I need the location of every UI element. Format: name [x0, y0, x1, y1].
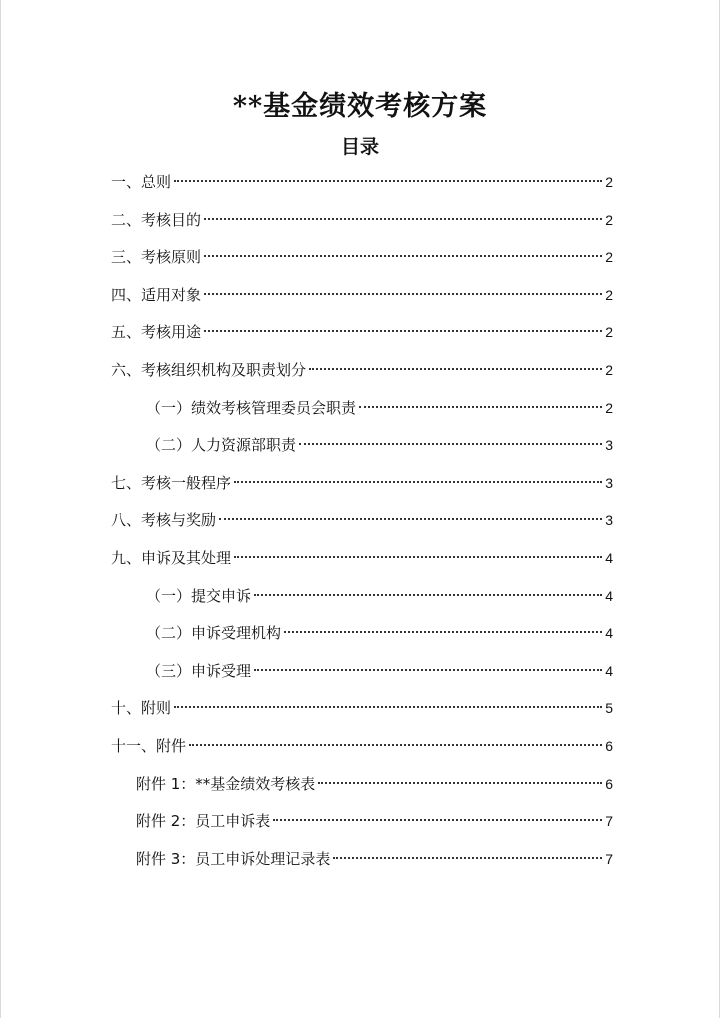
toc-leader-dots	[359, 406, 602, 408]
toc-entry[interactable]	[111, 696, 613, 720]
toc-entry[interactable]	[136, 847, 613, 871]
toc-entry-page-number: 4	[605, 625, 613, 642]
toc-entry-label: （一）绩效考核管理委员会职责	[146, 398, 357, 417]
toc-entry-label: 附件 3：员工申诉处理记录表	[136, 849, 331, 868]
toc-entry-label: （三）申诉受理	[146, 661, 252, 680]
toc-leader-dots	[234, 556, 602, 558]
toc-leader-dots	[204, 330, 602, 332]
toc-leader-dots	[174, 706, 602, 708]
toc-entry-page-number: 2	[605, 249, 613, 266]
toc-entry-page-number: 7	[605, 813, 613, 830]
toc-entry-label: 十、附则	[111, 699, 172, 718]
toc-entry-page-number: 3	[605, 512, 613, 529]
toc-entry-label: 六、考核组织机构及职责划分	[111, 361, 307, 379]
toc-entry[interactable]	[111, 734, 613, 758]
toc-entry-page-number: 6	[605, 738, 613, 754]
document-title: **基金绩效考核方案	[232, 91, 488, 122]
toc-leader-dots	[204, 293, 602, 295]
toc-leader-dots	[309, 368, 602, 370]
toc-leader-dots	[204, 255, 602, 257]
toc-leader-dots	[299, 443, 602, 445]
toc-leader-dots	[254, 594, 602, 596]
toc-entry[interactable]	[146, 621, 613, 645]
toc-entry[interactable]	[136, 772, 613, 796]
toc-entry-label: （二）申诉受理机构	[146, 624, 282, 643]
toc-entry[interactable]	[111, 546, 613, 570]
toc-leader-dots	[234, 481, 602, 483]
toc-leader-dots	[284, 631, 602, 633]
toc-entry-page-number: 5	[605, 700, 613, 717]
toc-entry[interactable]	[111, 471, 613, 495]
toc-entry-label: 二、考核目的	[111, 210, 202, 229]
toc-entry[interactable]	[136, 809, 613, 833]
toc-entry-page-number: 2	[605, 174, 613, 190]
toc-entry-label: 四、适用对象	[111, 285, 202, 304]
toc-entry-label: 三、考核原则	[111, 248, 202, 267]
toc-leader-dots	[318, 782, 602, 784]
toc-entry-label: 九、申诉及其处理	[111, 549, 232, 567]
toc-entry[interactable]	[111, 320, 613, 344]
toc-entry-page-number: 7	[605, 850, 613, 867]
toc-entry[interactable]	[146, 659, 613, 683]
toc-heading: 目录	[340, 136, 379, 158]
toc-entry[interactable]	[146, 584, 613, 608]
toc-entry-label: 八、考核与奖励	[111, 511, 217, 530]
toc-entry-label: 附件 2：员工申诉表	[136, 812, 271, 831]
toc-entry-label: 一、总则	[111, 173, 172, 191]
toc-entry-label: 五、考核用途	[111, 323, 202, 342]
toc-entry[interactable]	[111, 283, 613, 307]
toc-leader-dots	[333, 857, 602, 859]
toc-entry-label: 十一、附件	[111, 737, 187, 755]
toc-entry[interactable]	[111, 208, 613, 232]
toc-entry[interactable]	[111, 170, 613, 194]
toc-entry[interactable]	[111, 245, 613, 269]
toc-entry[interactable]	[146, 396, 613, 420]
toc-entry-page-number: 3	[605, 437, 613, 454]
toc-leader-dots	[204, 218, 602, 220]
toc-entry-page-number: 4	[605, 662, 613, 679]
toc-leader-dots	[189, 744, 602, 746]
toc-entry-label: 附件 1：**基金绩效考核表	[136, 774, 316, 793]
toc-entry-page-number: 4	[605, 550, 613, 566]
toc-entry-label: （二）人力资源部职责	[146, 436, 297, 455]
toc-entry-label: 七、考核一般程序	[111, 473, 232, 492]
toc-entry-label: （一）提交申诉	[146, 586, 252, 605]
toc-leader-dots	[254, 669, 602, 671]
toc-entry-page-number: 6	[605, 775, 613, 792]
toc-entry-page-number: 3	[605, 474, 613, 491]
toc-leader-dots	[174, 180, 602, 182]
toc-entry-page-number: 4	[605, 587, 613, 604]
toc-entry[interactable]	[146, 433, 613, 457]
toc-entry-page-number: 2	[605, 324, 613, 341]
toc-entry-page-number: 2	[605, 399, 613, 416]
toc-entry[interactable]	[111, 358, 613, 382]
toc-entry-page-number: 2	[605, 211, 613, 228]
toc-entry-page-number: 2	[605, 286, 613, 303]
toc-entry[interactable]	[111, 508, 613, 532]
toc-leader-dots	[219, 518, 602, 520]
toc-entry-page-number: 2	[605, 362, 613, 378]
toc-leader-dots	[273, 819, 602, 821]
